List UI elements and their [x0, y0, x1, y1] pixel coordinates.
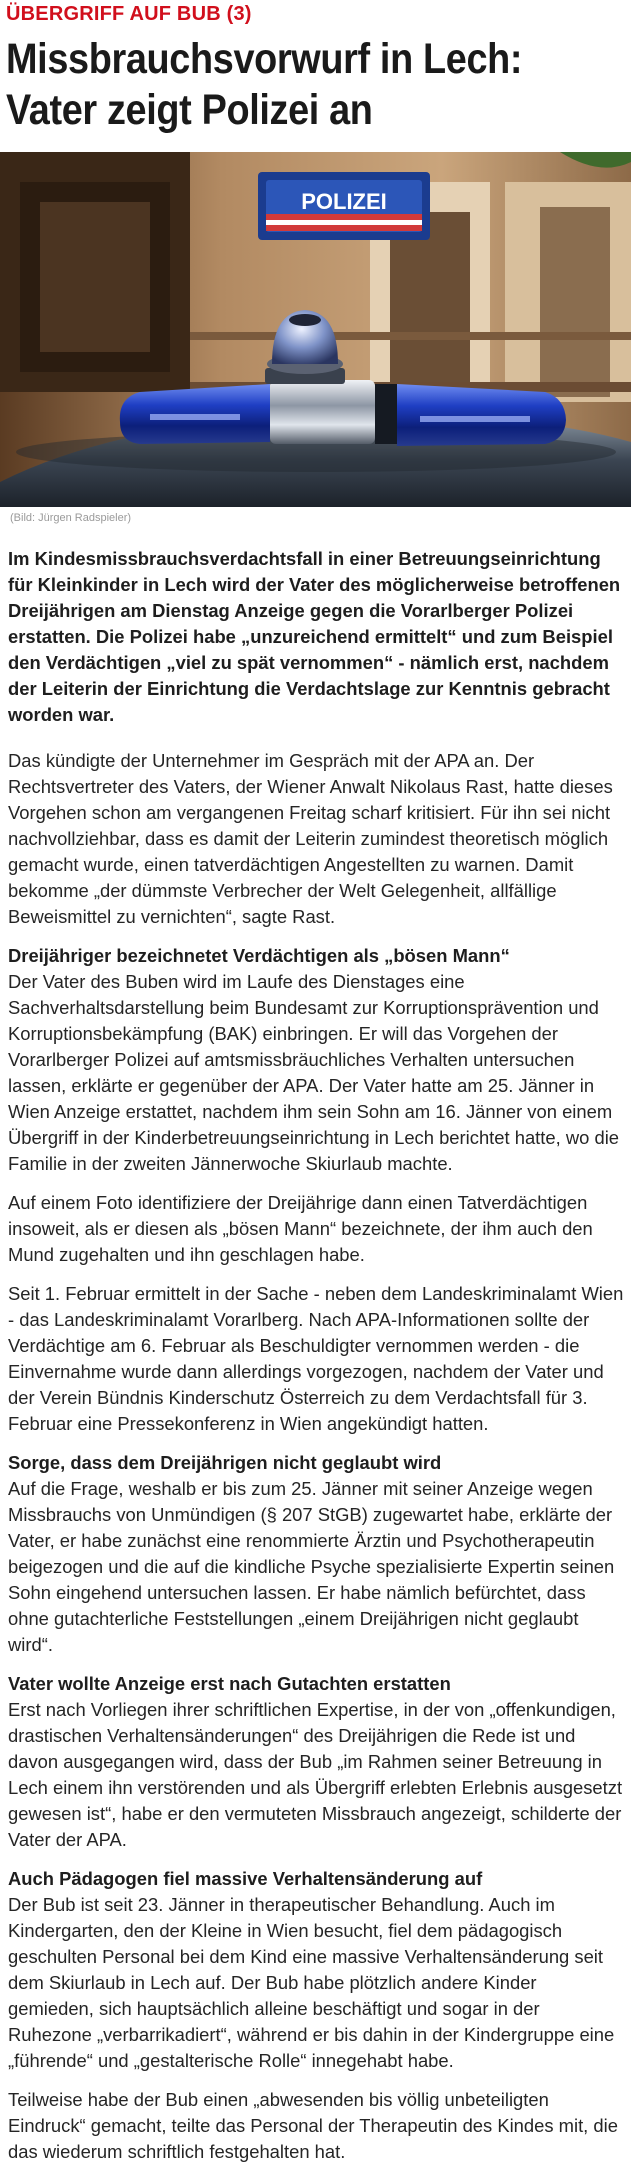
photo-caption: (Bild: Jürgen Radspieler) — [10, 512, 132, 524]
paragraph-7: Der Bub ist seit 23. Jänner in therapeutischer Behandlung. Auch im Kindergarten, den der Kleine in Wien besucht, fiel dem pädagogisch geschulten Personal bei dem Kind eine massive Verhaltensänderung seit dem Skiurlaub in Lech auf. Der Bub habe plötzlich andere Kinder gemieden, sich hauptsächlich alleine beschäftigt und sogar in der Ruhezone „verbarrikadiert“, während er bis dahin in der Kindergruppe eine „führende“ und „gestalterische Rolle“ innegehabt habe. — [8, 1894, 615, 2071]
article-body — [8, 546, 624, 2178]
headline-line-1: Missbrauchsvorwurf in Lech: — [6, 35, 523, 83]
subheading-3: Vater wollte Anzeige erst nach Gutachten erstatten — [8, 1673, 451, 1694]
section-4 — [8, 1866, 624, 2074]
article-headline — [6, 34, 552, 136]
headline-line-2: Vater zeigt Polizei an — [6, 86, 373, 134]
subheading-4: Auch Pädagogen fiel massive Verhaltensänderung auf — [8, 1868, 483, 1889]
article-kicker: ÜBERGRIFF AUF BUB (3) — [6, 3, 252, 25]
police-car-photo — [0, 152, 631, 507]
polizei-sign-text: POLIZEI — [301, 189, 387, 214]
section-3 — [8, 1671, 624, 1853]
paragraph-3: Auf einem Foto identifiziere der Dreijährige dann einen Tatverdächtigen insoweit, als er diesen als „bösen Mann“ bezeichnete, der ihm auch den Mund zugehalten und ihn geschlagen habe. — [8, 1192, 593, 1265]
paragraph-8: Teilweise habe der Bub einen „abwesenden bis völlig unbeteiligten Eindruck“ gemacht, teilte das Personal der Therapeutin des Kindes mit, die das wiederum schriftlich festgehalten hat. — [8, 2089, 618, 2162]
paragraph-4: Seit 1. Februar ermittelt in der Sache - neben dem Landeskriminalamt Wien - das Landeskriminalamt Vorarlberg. Nach APA-Informationen sollte der Verdächtige am 6. Februar als Beschuldigter vernommen werden - die Einvernahme wurde dann allerdings vorgezogen, nachdem der Vater und der Verein Bündnis Kinderschutz Österreich zu dem Verdachtsfall für 3. Februar eine Pressekonferenz in Wien angekündigt hatten. — [8, 1283, 624, 1434]
blue-light-bar — [120, 380, 566, 446]
section-1 — [8, 943, 624, 1177]
article-lead: Im Kindesmissbrauchsverdachtsfall in einer Betreuungseinrichtung für Kleinkinder in Lech wird der Vater des möglicherweise betroffenen Dreijährigen am Dienstag Anzeige gegen die Vorarlberger Polizei erstatten. Die Polizei habe „unzureichend ermittelt“ und zum Beispiel den Verdächtigen „viel zu spät vernommen“ - nämlich erst, nachdem der Leiterin der Einrichtung die Verdachtslage zur Kenntnis gebracht worden war. — [8, 548, 621, 725]
subheading-2: Sorge, dass dem Dreijährigen nicht geglaubt wird — [8, 1452, 442, 1473]
polizei-sign — [258, 172, 430, 240]
section-2 — [8, 1450, 624, 1658]
subheading-1: Dreijähriger bezeichnetet Verdächtigen als „bösen Mann“ — [8, 945, 510, 966]
paragraph-6: Erst nach Vorliegen ihrer schriftlichen Expertise, in der von „offenkundigen, drastischen Verhaltensänderungen“ des Dreijährigen die Rede ist und davon ausgegangen wird, dass der Bub „im Rahmen seiner Betreuung in Lech einem ihn verstörenden und als Übergriff erlebten Erlebnis ausgesetzt gewesen ist“, habe er den vermuteten Missbrauch angezeigt, schilderte der Vater der APA. — [8, 1699, 623, 1850]
paragraph-2: Der Vater des Buben wird im Laufe des Dienstages eine Sachverhaltsdarstellung beim Bundesamt zur Korruptionsprävention und Korruptionsbekämpfung (BAK) einbringen. Er will das Vorgehen der Vorarlberger Polizei auf amtsmissbräuchliches Verhalten untersuchen lassen, erklärte er gegenüber der APA. Der Vater hatte am 25. Jänner in Wien Anzeige erstattet, nachdem ihm sein Sohn am 16. Jänner von einem Übergriff in der Kinderbetreuungseinrichtung in Lech berichtet hatte, wo die Familie in der zweiten Jännerwoche Skiurlaub machte. — [8, 971, 620, 1174]
article-photo — [0, 152, 631, 507]
paragraph-1: Das kündigte der Unternehmer im Gespräch mit der APA an. Der Rechtsvertreter des Vaters, der Wiener Anwalt Nikolaus Rast, hatte dieses Vorgehen schon am vergangenen Freitag scharf kritisiert. Für ihn sei nicht nachvollziehbar, dass es damit der Leiterin zumindest theoretisch möglich gemacht wurde, einen tatverdächtigen Angestellten zu warnen. Damit bekomme „der dümmste Verbrecher der Welt Gelegenheit, allfällige Beweismittel zu vernichten“, sagte Rast. — [8, 750, 613, 927]
paragraph-5: Auf die Frage, weshalb er bis zum 25. Jänner mit seiner Anzeige wegen Missbrauchs von Unmündigen (§ 207 StGB) zugewartet habe, erklärte der Vater, er habe zunächst eine renommierte Ärztin und Psychotherapeutin beigezogen und die auf die kindliche Psyche spezialisierte Expertin seinen Sohn eingehend untersuchen lassen. Er habe nämlich befürchtet, dass ohne gutachterliche Feststellungen „einem Dreijährigen nicht geglaubt wird“. — [8, 1478, 615, 1655]
